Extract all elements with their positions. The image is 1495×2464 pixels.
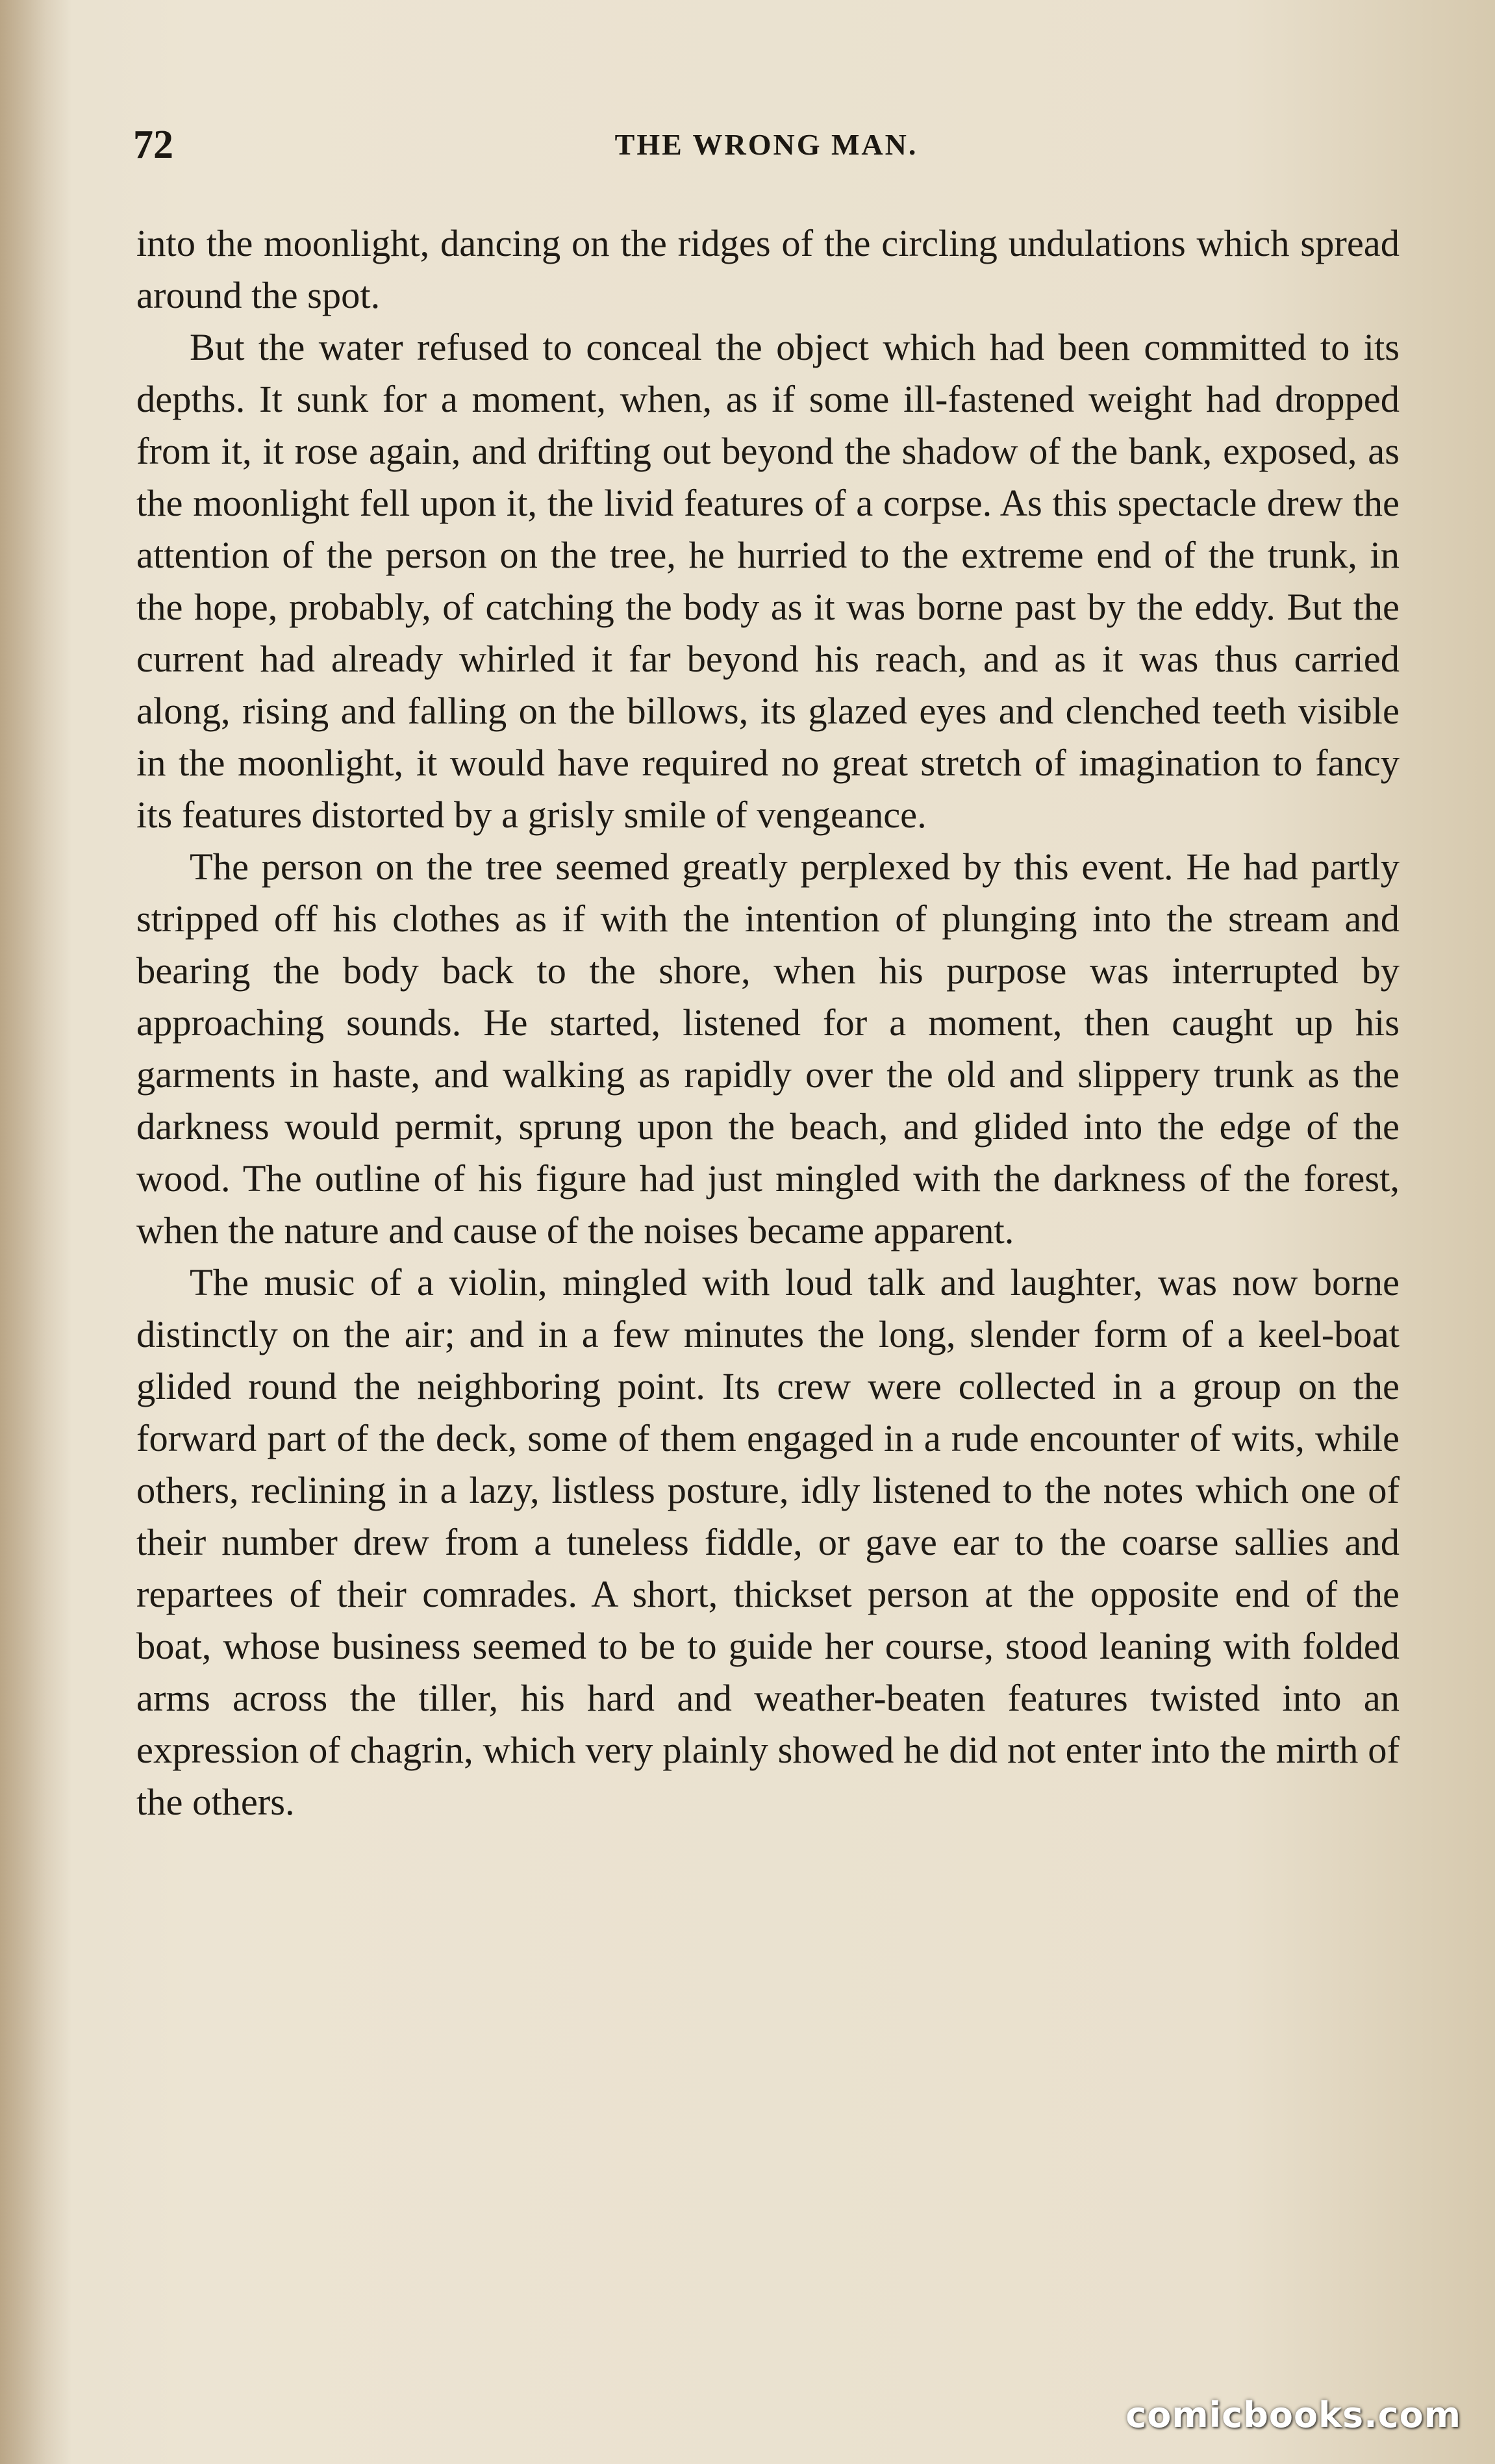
body-text [136,218,1400,1828]
paragraph: But the water refused to conceal the object which had been committed to its depths. It sunk for a moment, when, as if some ill-fastened weight had dropped from it, it rose again, and drifting out beyond the shadow of the bank, exposed, as the moonlight fell upon it, the livid features of a corpse. As this spectacle drew the attention of the person on the tree, he hurried to the extreme end of the trunk, in the hope, probably, of catching the body as it was borne past by the eddy. But the current had already whirled it far beyond his reach, and as it was thus carried along, rising and falling on the billows, its glazed eyes and clenched teeth visible in the moonlight, it would have required no great stretch of imagination to fancy its features distorted by a grisly smile of vengeance. [136,326,1400,836]
paragraph: The music of a violin, mingled with loud talk and laughter, was now borne distinctly on the air; and in a few minutes the long, slender form of a keel-boat glided round the neighboring point. Its crew were collected in a group on the forward part of the deck, some of them engaged in a rude encounter of wits, while others, reclining in a lazy, listless posture, idly listened to the notes which one of their number drew from a tuneless fiddle, or gave ear to the coarse sallies and repartees of their comrades. A short, thickset person at the opposite end of the boat, whose business seemed to be to guide her course, stood leaning with folded arms across the tiller, his hard and weather-beaten features twisted into an expression of chagrin, which very plainly showed he did not enter into the mirth of the others. [136,1261,1400,1823]
paragraph: The person on the tree seemed greatly perplexed by this event. He had partly stripped off his clothes as if with the intention of plunging into the stream and bearing the body back to the shore, when his purpose was interrupted by approaching sounds. He started, listened for a moment, then caught up his garments in haste, and walking as rapidly over the old and slippery trunk as the darkness would permit, sprung upon the beach, and glided into the edge of the wood. The outline of his figure had just mingled with the darkness of the forest, when the nature and cause of the noises became apparent. [136,846,1400,1251]
page-number: 72 [133,123,173,167]
paragraph-continuation: into the moonlight, dancing on the ridges of the circling undulations which spread around the spot. [136,222,1400,316]
gutter-shadow [0,0,71,2464]
running-head [133,122,1400,174]
running-title: THE WRONG MAN. [614,128,918,161]
watermark: comicbooks.com [1125,2395,1461,2435]
